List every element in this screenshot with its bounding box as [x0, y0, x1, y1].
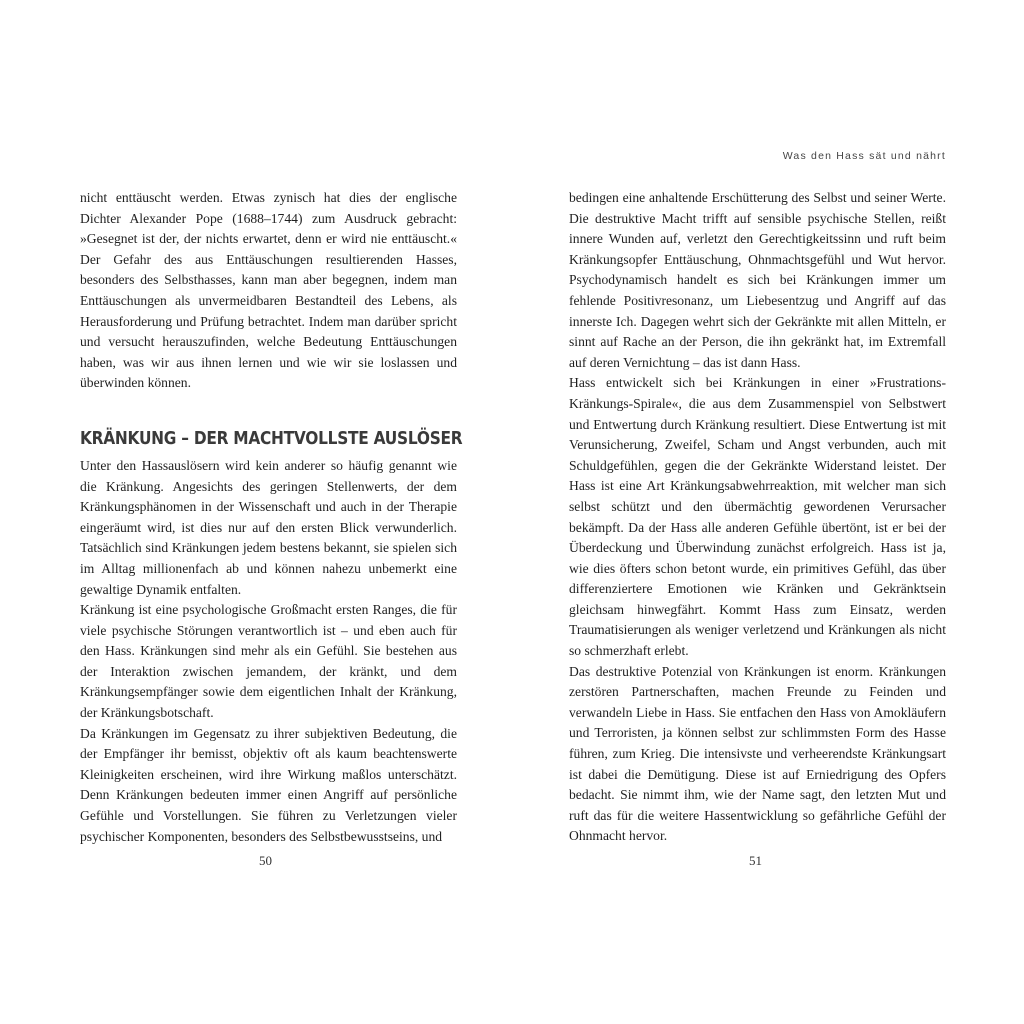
body-paragraph: Da Kränkungen im Gegensatz zu ihrer subjektiven Bedeutung, die der Empfänger ihr bemisst, objektiv oft als kaum beachtenswerte Kleinigkeiten erscheinen, wird ihre Wirkung maßlos unterschätzt. Denn Kränkungen bedeuten immer einen Angriff auf persönliche Gefühle und Vorstellungen. Sie führen zu Verletzungen vieler psychischer Komponenten, besonders des Selbstbewusstseins, und [80, 725, 457, 844]
body-paragraph: Das destruktive Potenzial von Kränkungen ist enorm. Kränkungen zerstören Partnerschaften, machen Freunde zu Feinden und verwandeln Liebe in Hass. Sie entfachen den Hass von Amokläufern und Terroristen, ja können selbst zur schlimmsten Form des Hasse führen, zum Krieg. Die intensivste und verheerendste Kränkungsart ist dabei die Demütigung. Diese ist auf Erniedrigung des Opfers bedacht. Sie nimmt ihm, wie der Name sagt, den letzten Mut und ruft das für die weitere Hassentwicklung so gefährliche Gefühl der Ohnmacht hervor. [569, 663, 946, 844]
right-text-column [569, 188, 946, 847]
body-paragraph: Hass entwickelt sich bei Kränkungen in einer »Frustrations-Kränkungs-Spirale«, die aus dem Zusammenspiel von Selbstwert und Entwertung durch Kränkung resultiert. Diese Entwertung ist mit Verunsicherung, Zweifel, Scham und Angst verbunden, auch mit Schuldgefühlen, gegen die der Gekränkte Widerstand leistet. Der Hass ist eine Art Kränkungsabwehrreaktion, mit welcher man sich selbst schützt und den übermächtig gewordenen Verursacher bekämpft. Da der Hass alle anderen Gefühle übertönt, ist er bei der Überdeckung und Überwindung zunächst erfolgreich. Hass ist ja, wie dies öfters schon betont wurde, ein primitives Gefühl, das über differenziertere Emotionen wie Kränken und Gekränktsein gleichsam hinwegfährt. Kommt Hass zum Einsatz, werden Traumatisierungen als weniger verletzend und Kränkungen als nicht so schmerzhaft erlebt. [569, 375, 946, 659]
body-paragraph: nicht enttäuscht werden. Etwas zynisch hat dies der englische Dichter Alexander Pope (1688–1744) zum Ausdruck gebracht: »Gesegnet ist der, der nichts erwartet, denn er wird nie enttäuscht.« Der Gefahr des aus Enttäuschungen resultierenden Hasses, besonders des Selbsthasses, kann man aber begegnen, indem man Enttäuschungen als unvermeidbaren Bestandteil des Lebens, als Herausforderung und Prüfung betrachtet. Indem man darüber spricht und versucht herauszufinden, welche Bedeutung Enttäuschungen haben, was wir aus ihnen lernen und wie wir sie loslassen und überwinden können. [80, 190, 457, 391]
body-paragraph: Unter den Hassauslösern wird kein anderer so häufig genannt wie die Kränkung. Angesichts des geringen Stellenwerts, der dem Kränkungsphänomen in der Wissenschaft und auch in der Therapie eingeräumt wird, ist dies nur auf den ersten Blick verwunderlich. Tatsächlich sind Kränkungen jedem bestens bekannt, sie spielen sich im Alltag millionenfach ab und können nahezu unbemerkt eine gewaltige Dynamik entfalten. [80, 457, 457, 597]
page-number: 50 [259, 853, 272, 868]
body-paragraph: bedingen eine anhaltende Erschütterung des Selbst und seiner Werte. Die destruktive Macht trifft auf sensible psychische Stellen, reißt innere Wunden auf, verletzt den Gerechtigkeitssinn und ruft beim Kränkungsopfer Enttäuschung, Ohnmachtsgefühl und Wut hervor. Psychodynamisch handelt es sich bei Kränkungen immer um fehlende Positivresonanz, um Liebesentzug und Angriff auf das innerste Ich. Dagegen wehrt sich der Gekränkte mit allen Mitteln, er sinnt auf Rache an der Person, die ihn gekränkt hat, im Extremfall auf deren Vernichtung – das ist dann Hass. [569, 190, 946, 370]
right-page [512, 0, 1024, 1024]
running-head: Was den Hass sät und nährt [782, 150, 946, 162]
page-number: 51 [749, 853, 762, 868]
body-paragraph: Kränkung ist eine psychologische Großmacht ersten Ranges, die für viele psychische Störungen verantwortlich ist – und eben auch für den Hass. Kränkungen sind mehr als ein Gefühl. Sie bestehen aus der Interaktion zwischen jemandem, der kränkt, und dem Kränkungsempfänger sowie dem eigentlichen Inhalt der Kränkung, der Kränkungsbotschaft. [80, 602, 457, 721]
left-text-column [80, 188, 463, 847]
section-heading: KRÄNKUNG – DER MACHTVOLLSTE AUSLÖSER [80, 428, 463, 449]
